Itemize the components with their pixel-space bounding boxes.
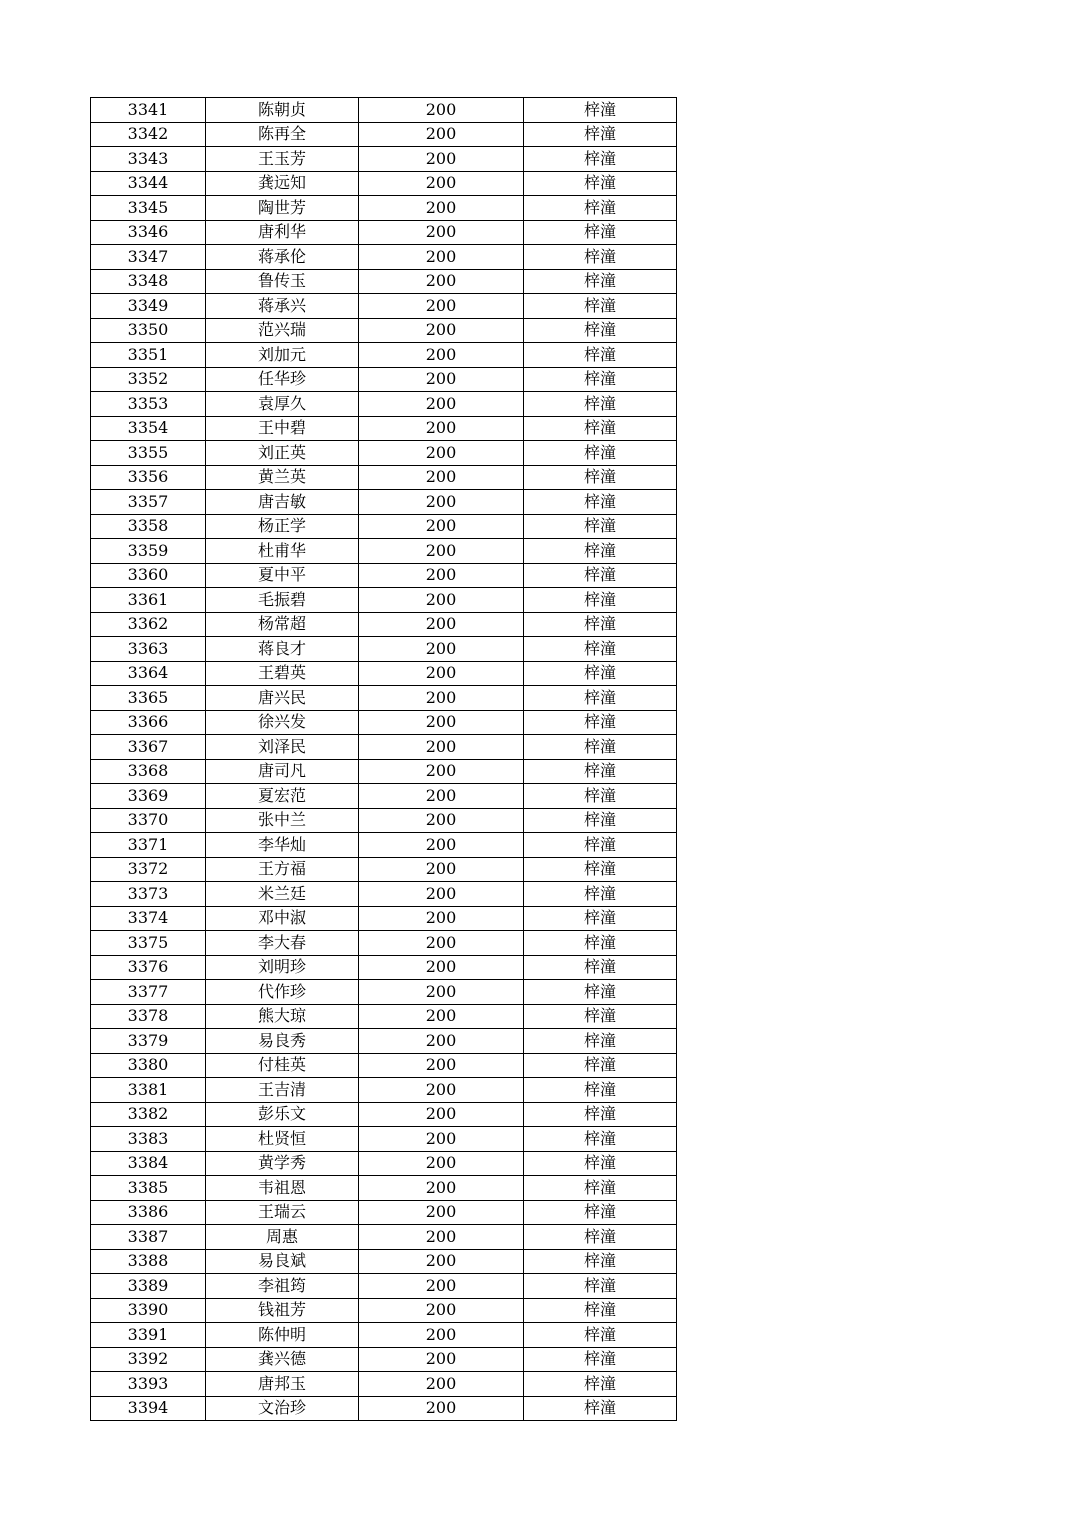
name-cell: 王吉清 bbox=[206, 1078, 359, 1103]
name-cell: 米兰廷 bbox=[206, 882, 359, 907]
name-cell: 袁厚久 bbox=[206, 392, 359, 417]
town-cell: 梓潼 bbox=[524, 465, 677, 490]
town-cell: 梓潼 bbox=[524, 563, 677, 588]
town-cell: 梓潼 bbox=[524, 441, 677, 466]
name-cell: 杨正学 bbox=[206, 514, 359, 539]
amount-cell: 200 bbox=[359, 1151, 524, 1176]
row-number-cell: 3364 bbox=[91, 661, 206, 686]
table-row bbox=[91, 416, 677, 441]
amount-cell: 200 bbox=[359, 1127, 524, 1152]
name-cell: 王中碧 bbox=[206, 416, 359, 441]
town-cell: 梓潼 bbox=[524, 171, 677, 196]
row-number-cell: 3360 bbox=[91, 563, 206, 588]
amount-cell: 200 bbox=[359, 808, 524, 833]
row-number-cell: 3381 bbox=[91, 1078, 206, 1103]
amount-cell: 200 bbox=[359, 931, 524, 956]
table-row bbox=[91, 220, 677, 245]
name-cell: 彭乐文 bbox=[206, 1102, 359, 1127]
row-number-cell: 3386 bbox=[91, 1200, 206, 1225]
name-cell: 代作珍 bbox=[206, 980, 359, 1005]
amount-cell: 200 bbox=[359, 343, 524, 368]
row-number-cell: 3376 bbox=[91, 955, 206, 980]
row-number-cell: 3388 bbox=[91, 1249, 206, 1274]
name-cell: 李大春 bbox=[206, 931, 359, 956]
amount-cell: 200 bbox=[359, 98, 524, 123]
table-row bbox=[91, 245, 677, 270]
amount-cell: 200 bbox=[359, 1323, 524, 1348]
name-cell: 李华灿 bbox=[206, 833, 359, 858]
row-number-cell: 3368 bbox=[91, 759, 206, 784]
town-cell: 梓潼 bbox=[524, 122, 677, 147]
town-cell: 梓潼 bbox=[524, 220, 677, 245]
table-row bbox=[91, 735, 677, 760]
town-cell: 梓潼 bbox=[524, 882, 677, 907]
row-number-cell: 3361 bbox=[91, 588, 206, 613]
amount-cell: 200 bbox=[359, 955, 524, 980]
amount-cell: 200 bbox=[359, 1078, 524, 1103]
table-row bbox=[91, 1151, 677, 1176]
table-row bbox=[91, 1249, 677, 1274]
row-number-cell: 3379 bbox=[91, 1029, 206, 1054]
table-row bbox=[91, 294, 677, 319]
row-number-cell: 3359 bbox=[91, 539, 206, 564]
table-row bbox=[91, 980, 677, 1005]
town-cell: 梓潼 bbox=[524, 612, 677, 637]
row-number-cell: 3352 bbox=[91, 367, 206, 392]
town-cell: 梓潼 bbox=[524, 1102, 677, 1127]
amount-cell: 200 bbox=[359, 735, 524, 760]
row-number-cell: 3347 bbox=[91, 245, 206, 270]
table-row bbox=[91, 637, 677, 662]
town-cell: 梓潼 bbox=[524, 833, 677, 858]
town-cell: 梓潼 bbox=[524, 1176, 677, 1201]
amount-cell: 200 bbox=[359, 1102, 524, 1127]
table-row bbox=[91, 367, 677, 392]
amount-cell: 200 bbox=[359, 1298, 524, 1323]
table-row bbox=[91, 1127, 677, 1152]
table-row bbox=[91, 759, 677, 784]
name-cell: 文治珍 bbox=[206, 1396, 359, 1421]
row-number-cell: 3341 bbox=[91, 98, 206, 123]
name-cell: 唐兴民 bbox=[206, 686, 359, 711]
table-row bbox=[91, 490, 677, 515]
amount-cell: 200 bbox=[359, 1200, 524, 1225]
name-cell: 唐邦玉 bbox=[206, 1372, 359, 1397]
amount-cell: 200 bbox=[359, 1372, 524, 1397]
row-number-cell: 3355 bbox=[91, 441, 206, 466]
amount-cell: 200 bbox=[359, 147, 524, 172]
town-cell: 梓潼 bbox=[524, 808, 677, 833]
name-cell: 刘明珍 bbox=[206, 955, 359, 980]
amount-cell: 200 bbox=[359, 441, 524, 466]
town-cell: 梓潼 bbox=[524, 318, 677, 343]
amount-cell: 200 bbox=[359, 122, 524, 147]
table-row bbox=[91, 1102, 677, 1127]
town-cell: 梓潼 bbox=[524, 1323, 677, 1348]
row-number-cell: 3343 bbox=[91, 147, 206, 172]
amount-cell: 200 bbox=[359, 686, 524, 711]
row-number-cell: 3389 bbox=[91, 1274, 206, 1299]
row-number-cell: 3393 bbox=[91, 1372, 206, 1397]
row-number-cell: 3367 bbox=[91, 735, 206, 760]
amount-cell: 200 bbox=[359, 857, 524, 882]
town-cell: 梓潼 bbox=[524, 367, 677, 392]
amount-cell: 200 bbox=[359, 220, 524, 245]
amount-cell: 200 bbox=[359, 710, 524, 735]
name-cell: 黄学秀 bbox=[206, 1151, 359, 1176]
town-cell: 梓潼 bbox=[524, 661, 677, 686]
name-cell: 杨常超 bbox=[206, 612, 359, 637]
town-cell: 梓潼 bbox=[524, 416, 677, 441]
table-row bbox=[91, 98, 677, 123]
name-cell: 蒋承伦 bbox=[206, 245, 359, 270]
amount-cell: 200 bbox=[359, 1249, 524, 1274]
town-cell: 梓潼 bbox=[524, 1372, 677, 1397]
table-row bbox=[91, 686, 677, 711]
amount-cell: 200 bbox=[359, 612, 524, 637]
amount-cell: 200 bbox=[359, 637, 524, 662]
town-cell: 梓潼 bbox=[524, 294, 677, 319]
name-cell: 唐吉敏 bbox=[206, 490, 359, 515]
row-number-cell: 3394 bbox=[91, 1396, 206, 1421]
name-cell: 韦祖恩 bbox=[206, 1176, 359, 1201]
table-row bbox=[91, 1029, 677, 1054]
name-cell: 刘泽民 bbox=[206, 735, 359, 760]
town-cell: 梓潼 bbox=[524, 686, 677, 711]
name-cell: 刘正英 bbox=[206, 441, 359, 466]
town-cell: 梓潼 bbox=[524, 539, 677, 564]
row-number-cell: 3346 bbox=[91, 220, 206, 245]
row-number-cell: 3356 bbox=[91, 465, 206, 490]
amount-cell: 200 bbox=[359, 588, 524, 613]
amount-cell: 200 bbox=[359, 245, 524, 270]
row-number-cell: 3353 bbox=[91, 392, 206, 417]
town-cell: 梓潼 bbox=[524, 490, 677, 515]
amount-cell: 200 bbox=[359, 661, 524, 686]
table-row bbox=[91, 343, 677, 368]
row-number-cell: 3366 bbox=[91, 710, 206, 735]
name-cell: 夏宏范 bbox=[206, 784, 359, 809]
name-cell: 陶世芳 bbox=[206, 196, 359, 221]
table-row bbox=[91, 833, 677, 858]
town-cell: 梓潼 bbox=[524, 735, 677, 760]
row-number-cell: 3375 bbox=[91, 931, 206, 956]
town-cell: 梓潼 bbox=[524, 931, 677, 956]
town-cell: 梓潼 bbox=[524, 1004, 677, 1029]
table-row bbox=[91, 147, 677, 172]
row-number-cell: 3391 bbox=[91, 1323, 206, 1348]
table-row bbox=[91, 808, 677, 833]
name-cell: 陈仲明 bbox=[206, 1323, 359, 1348]
town-cell: 梓潼 bbox=[524, 1298, 677, 1323]
row-number-cell: 3390 bbox=[91, 1298, 206, 1323]
table-row bbox=[91, 1004, 677, 1029]
town-cell: 梓潼 bbox=[524, 392, 677, 417]
row-number-cell: 3374 bbox=[91, 906, 206, 931]
name-cell: 黄兰英 bbox=[206, 465, 359, 490]
name-cell: 龚远知 bbox=[206, 171, 359, 196]
name-cell: 易良斌 bbox=[206, 1249, 359, 1274]
row-number-cell: 3373 bbox=[91, 882, 206, 907]
name-cell: 王碧英 bbox=[206, 661, 359, 686]
row-number-cell: 3377 bbox=[91, 980, 206, 1005]
row-number-cell: 3354 bbox=[91, 416, 206, 441]
town-cell: 梓潼 bbox=[524, 1029, 677, 1054]
table-row bbox=[91, 1176, 677, 1201]
table-row bbox=[91, 392, 677, 417]
town-cell: 梓潼 bbox=[524, 98, 677, 123]
amount-cell: 200 bbox=[359, 980, 524, 1005]
town-cell: 梓潼 bbox=[524, 245, 677, 270]
town-cell: 梓潼 bbox=[524, 1396, 677, 1421]
amount-cell: 200 bbox=[359, 490, 524, 515]
amount-cell: 200 bbox=[359, 1004, 524, 1029]
amount-cell: 200 bbox=[359, 196, 524, 221]
name-cell: 王方福 bbox=[206, 857, 359, 882]
town-cell: 梓潼 bbox=[524, 857, 677, 882]
amount-cell: 200 bbox=[359, 1347, 524, 1372]
town-cell: 梓潼 bbox=[524, 906, 677, 931]
row-number-cell: 3345 bbox=[91, 196, 206, 221]
row-number-cell: 3348 bbox=[91, 269, 206, 294]
town-cell: 梓潼 bbox=[524, 1151, 677, 1176]
row-number-cell: 3342 bbox=[91, 122, 206, 147]
table-row bbox=[91, 1323, 677, 1348]
name-cell: 龚兴德 bbox=[206, 1347, 359, 1372]
table-row bbox=[91, 588, 677, 613]
amount-cell: 200 bbox=[359, 1396, 524, 1421]
town-cell: 梓潼 bbox=[524, 588, 677, 613]
name-cell: 陈朝贞 bbox=[206, 98, 359, 123]
town-cell: 梓潼 bbox=[524, 1347, 677, 1372]
amount-cell: 200 bbox=[359, 514, 524, 539]
row-number-cell: 3392 bbox=[91, 1347, 206, 1372]
name-cell: 张中兰 bbox=[206, 808, 359, 833]
amount-cell: 200 bbox=[359, 906, 524, 931]
amount-cell: 200 bbox=[359, 759, 524, 784]
row-number-cell: 3357 bbox=[91, 490, 206, 515]
table-row bbox=[91, 1078, 677, 1103]
table-row bbox=[91, 1372, 677, 1397]
name-cell: 付桂英 bbox=[206, 1053, 359, 1078]
name-cell: 王玉芳 bbox=[206, 147, 359, 172]
town-cell: 梓潼 bbox=[524, 147, 677, 172]
name-cell: 李祖筠 bbox=[206, 1274, 359, 1299]
row-number-cell: 3383 bbox=[91, 1127, 206, 1152]
amount-cell: 200 bbox=[359, 1225, 524, 1250]
amount-cell: 200 bbox=[359, 1053, 524, 1078]
row-number-cell: 3371 bbox=[91, 833, 206, 858]
name-cell: 易良秀 bbox=[206, 1029, 359, 1054]
amount-cell: 200 bbox=[359, 784, 524, 809]
town-cell: 梓潼 bbox=[524, 1249, 677, 1274]
name-cell: 唐利华 bbox=[206, 220, 359, 245]
name-cell: 夏中平 bbox=[206, 563, 359, 588]
name-cell: 蒋承兴 bbox=[206, 294, 359, 319]
amount-cell: 200 bbox=[359, 269, 524, 294]
town-cell: 梓潼 bbox=[524, 1274, 677, 1299]
row-number-cell: 3372 bbox=[91, 857, 206, 882]
amount-cell: 200 bbox=[359, 367, 524, 392]
row-number-cell: 3385 bbox=[91, 1176, 206, 1201]
table-row bbox=[91, 196, 677, 221]
name-cell: 唐司凡 bbox=[206, 759, 359, 784]
table-row bbox=[91, 882, 677, 907]
amount-cell: 200 bbox=[359, 833, 524, 858]
name-cell: 杜贤恒 bbox=[206, 1127, 359, 1152]
table-row bbox=[91, 539, 677, 564]
row-number-cell: 3349 bbox=[91, 294, 206, 319]
amount-cell: 200 bbox=[359, 294, 524, 319]
row-number-cell: 3369 bbox=[91, 784, 206, 809]
amount-cell: 200 bbox=[359, 392, 524, 417]
town-cell: 梓潼 bbox=[524, 1053, 677, 1078]
row-number-cell: 3362 bbox=[91, 612, 206, 637]
table-row bbox=[91, 318, 677, 343]
amount-cell: 200 bbox=[359, 1029, 524, 1054]
town-cell: 梓潼 bbox=[524, 269, 677, 294]
town-cell: 梓潼 bbox=[524, 784, 677, 809]
row-number-cell: 3344 bbox=[91, 171, 206, 196]
town-cell: 梓潼 bbox=[524, 759, 677, 784]
name-cell: 鲁传玉 bbox=[206, 269, 359, 294]
town-cell: 梓潼 bbox=[524, 1078, 677, 1103]
name-cell: 范兴瑞 bbox=[206, 318, 359, 343]
row-number-cell: 3370 bbox=[91, 808, 206, 833]
town-cell: 梓潼 bbox=[524, 955, 677, 980]
town-cell: 梓潼 bbox=[524, 980, 677, 1005]
table-row bbox=[91, 784, 677, 809]
table-row bbox=[91, 1347, 677, 1372]
town-cell: 梓潼 bbox=[524, 1225, 677, 1250]
table-row bbox=[91, 441, 677, 466]
row-number-cell: 3382 bbox=[91, 1102, 206, 1127]
town-cell: 梓潼 bbox=[524, 343, 677, 368]
amount-cell: 200 bbox=[359, 882, 524, 907]
town-cell: 梓潼 bbox=[524, 1127, 677, 1152]
table-row bbox=[91, 122, 677, 147]
row-number-cell: 3365 bbox=[91, 686, 206, 711]
table-row bbox=[91, 661, 677, 686]
town-cell: 梓潼 bbox=[524, 1200, 677, 1225]
table-row bbox=[91, 1225, 677, 1250]
table-row bbox=[91, 1396, 677, 1421]
row-number-cell: 3358 bbox=[91, 514, 206, 539]
town-cell: 梓潼 bbox=[524, 514, 677, 539]
name-cell: 刘加元 bbox=[206, 343, 359, 368]
table-row bbox=[91, 171, 677, 196]
table-row bbox=[91, 1053, 677, 1078]
table-row bbox=[91, 1298, 677, 1323]
amount-cell: 200 bbox=[359, 465, 524, 490]
name-cell: 周惠 bbox=[206, 1225, 359, 1250]
table-row bbox=[91, 465, 677, 490]
name-cell: 毛振碧 bbox=[206, 588, 359, 613]
table-row bbox=[91, 955, 677, 980]
table-row bbox=[91, 563, 677, 588]
table-row bbox=[91, 931, 677, 956]
name-cell: 蒋良才 bbox=[206, 637, 359, 662]
table-row bbox=[91, 906, 677, 931]
amount-cell: 200 bbox=[359, 1274, 524, 1299]
amount-cell: 200 bbox=[359, 1176, 524, 1201]
amount-cell: 200 bbox=[359, 539, 524, 564]
town-cell: 梓潼 bbox=[524, 710, 677, 735]
row-number-cell: 3351 bbox=[91, 343, 206, 368]
amount-cell: 200 bbox=[359, 171, 524, 196]
table-row bbox=[91, 857, 677, 882]
name-cell: 杜甫华 bbox=[206, 539, 359, 564]
name-cell: 王瑞云 bbox=[206, 1200, 359, 1225]
name-cell: 熊大琼 bbox=[206, 1004, 359, 1029]
amount-cell: 200 bbox=[359, 318, 524, 343]
table-body bbox=[91, 98, 677, 1421]
name-cell: 邓中淑 bbox=[206, 906, 359, 931]
amount-cell: 200 bbox=[359, 416, 524, 441]
town-cell: 梓潼 bbox=[524, 637, 677, 662]
table-row bbox=[91, 612, 677, 637]
row-number-cell: 3350 bbox=[91, 318, 206, 343]
row-number-cell: 3387 bbox=[91, 1225, 206, 1250]
table-row bbox=[91, 1274, 677, 1299]
name-cell: 钱祖芳 bbox=[206, 1298, 359, 1323]
row-number-cell: 3378 bbox=[91, 1004, 206, 1029]
table-row bbox=[91, 269, 677, 294]
data-table bbox=[90, 97, 677, 1421]
row-number-cell: 3384 bbox=[91, 1151, 206, 1176]
name-cell: 任华珍 bbox=[206, 367, 359, 392]
town-cell: 梓潼 bbox=[524, 196, 677, 221]
row-number-cell: 3363 bbox=[91, 637, 206, 662]
table-row bbox=[91, 1200, 677, 1225]
table-row bbox=[91, 514, 677, 539]
name-cell: 徐兴发 bbox=[206, 710, 359, 735]
table-row bbox=[91, 710, 677, 735]
name-cell: 陈再全 bbox=[206, 122, 359, 147]
amount-cell: 200 bbox=[359, 563, 524, 588]
row-number-cell: 3380 bbox=[91, 1053, 206, 1078]
